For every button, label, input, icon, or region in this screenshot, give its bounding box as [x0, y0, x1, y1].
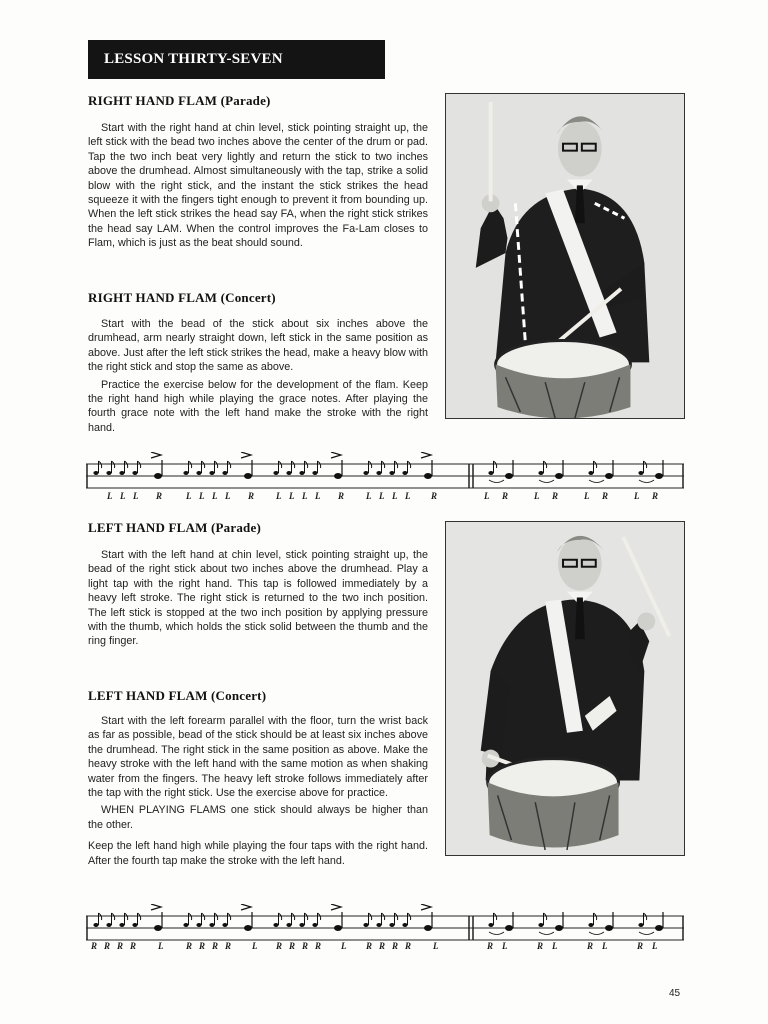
- sticking-letter: R: [637, 941, 644, 951]
- main-note: [244, 460, 252, 479]
- flam-pair: [638, 912, 663, 935]
- flam-pair: [588, 912, 613, 935]
- sticking-letter: L: [405, 491, 411, 501]
- grace-note: [299, 913, 307, 927]
- sticking-letter: L: [602, 941, 608, 951]
- sticking-letter: L: [366, 491, 372, 501]
- sticking-letter: L: [433, 941, 439, 951]
- grace-note: [402, 913, 410, 927]
- paragraph: Start with the left hand at chin level, stick pointing straight up, the bead of the right stick about two inches above the drumhead. Play a light tap with the right hand. This tap is followed immediately by a heavy left stroke. The right stick is returned to the two inch position. The left stick is stopped at the two inch position by applying pressure with the thumb, which holds the stick solid between the thumb and the ring finger.: [88, 549, 428, 648]
- sticking-letter: R: [91, 941, 98, 951]
- lesson-title: LESSON THIRTY-SEVEN: [104, 51, 283, 67]
- sticking-letter: R: [276, 941, 283, 951]
- accent-mark: [331, 452, 341, 458]
- sticking-letter: R: [130, 941, 137, 951]
- grace-note: [312, 913, 320, 927]
- grace-note: [273, 461, 281, 475]
- grace-note: [389, 913, 397, 927]
- grace-note: [93, 913, 101, 927]
- grace-note: [376, 461, 384, 475]
- sticking-letter: L: [379, 491, 385, 501]
- sticking-letter: L: [652, 941, 658, 951]
- sticking-letter: R: [225, 941, 232, 951]
- sticking-letter: R: [156, 491, 163, 501]
- accent-mark: [241, 452, 251, 458]
- grace-note: [183, 461, 191, 475]
- text-right-hand-flam-concert: [88, 317, 428, 435]
- sticking-letter: L: [502, 941, 508, 951]
- sticking-letter: R: [552, 491, 559, 501]
- sticking-letter: L: [315, 491, 321, 501]
- sticking-letter: R: [652, 491, 659, 501]
- grace-note: [402, 461, 410, 475]
- sticking-letter: R: [199, 941, 206, 951]
- sticking-letter: L: [634, 491, 640, 501]
- exercise-staff-2: [86, 904, 684, 944]
- paragraph: Practice the exercise below for the development of the flam. Keep the right hand high while playing the grace notes. After playing the fourth grace note with the left hand make the stroke with the right hand.: [88, 378, 428, 434]
- accent-mark: [421, 904, 431, 910]
- text-right-hand-flam-parade: [88, 121, 428, 251]
- grace-note: [119, 913, 127, 927]
- accent-mark: [421, 452, 431, 458]
- grace-note: [106, 461, 114, 475]
- paragraph: Start with the right hand at chin level, stick pointing straight up, the left stick with the bead two inches above the center of the drum or pad. Tap the two inch beat very lightly and return the stick to two inches above the drumhead. Almost simultaneously with the tap, strike a solid blow with the right stick, and the instant the stick strikes the head squeeze it with the fingers tight enough to prevent it from bounding up. When the left stick strikes the head say FA, when the right stick strikes the head say LAM. When the control improves the Fa-Lam closes to Flam, which is just as the beat should sound.: [88, 122, 428, 250]
- paragraph: Start with the left forearm parallel with the floor, turn the wrist back as far as possible, bead of the stick should be at least six inches above the drumhead. The right stick in the same position as above. Make the heavy stroke with the left hand with the same motion as when shaking water from the fingers. The heavy left stroke follows immediately after the tap with the right stick. Use the exercise above for practice.: [88, 715, 428, 800]
- sticking-letter: R: [487, 941, 494, 951]
- sticking-letter: R: [379, 941, 386, 951]
- heading-right-hand-flam-parade: RIGHT HAND FLAM (Parade): [88, 93, 271, 108]
- sticking-letter: R: [117, 941, 124, 951]
- sticking-letter: R: [587, 941, 594, 951]
- page-number: 45: [669, 988, 681, 999]
- accent-mark: [151, 452, 161, 458]
- grace-note: [286, 913, 294, 927]
- flam-pair: [538, 460, 563, 483]
- sticking-letter: R: [392, 941, 399, 951]
- sticking-letter: L: [552, 941, 558, 951]
- sticking-letter: R: [104, 941, 111, 951]
- sticking-letter: L: [392, 491, 398, 501]
- grace-note: [312, 461, 320, 475]
- sticking-letter: L: [158, 941, 164, 951]
- sticking-letter: L: [107, 491, 113, 501]
- sticking-letter: L: [252, 941, 258, 951]
- sticking-letter: R: [212, 941, 219, 951]
- paragraph: WHEN PLAYING FLAMS one stick should always be higher than the other.: [88, 804, 428, 831]
- flam-pair: [488, 912, 513, 935]
- heading-left-hand-flam-parade: LEFT HAND FLAM (Parade): [88, 520, 261, 535]
- grace-note: [132, 461, 140, 475]
- accent-mark: [151, 904, 161, 910]
- text-left-hand-flam-concert: [88, 714, 428, 868]
- sticking-letter: L: [186, 491, 192, 501]
- sticking-letter: L: [302, 491, 308, 501]
- exercise-staff-1: [86, 452, 684, 492]
- photo-right-hand-flam: [445, 93, 685, 419]
- paragraph: Keep the left hand high while playing the four taps with the right hand. After the fourth tap make the stroke with the left hand.: [88, 840, 428, 867]
- accent-mark: [331, 904, 341, 910]
- sticking-letter: L: [289, 491, 295, 501]
- sticking-letter: R: [366, 941, 373, 951]
- sticking-letter: R: [186, 941, 193, 951]
- sticking-letter: R: [405, 941, 412, 951]
- sticking-letter: L: [120, 491, 126, 501]
- sticking-letter: L: [584, 491, 590, 501]
- grace-note: [119, 461, 127, 475]
- flam-pair: [638, 460, 663, 483]
- accent-mark: [241, 904, 251, 910]
- grace-note: [363, 913, 371, 927]
- main-note: [424, 460, 432, 479]
- exercise-1-stickings: [86, 491, 684, 505]
- text-left-hand-flam-parade: [88, 548, 428, 649]
- grace-note: [286, 461, 294, 475]
- main-note: [334, 912, 342, 931]
- heading-left-hand-flam-concert: LEFT HAND FLAM (Concert): [88, 688, 267, 703]
- grace-note: [389, 461, 397, 475]
- grace-note: [209, 913, 217, 927]
- sticking-letter: R: [248, 491, 255, 501]
- sticking-letter: R: [537, 941, 544, 951]
- sticking-letter: L: [199, 491, 205, 501]
- grace-note: [93, 461, 101, 475]
- grace-note: [106, 913, 114, 927]
- sticking-letter: R: [338, 491, 345, 501]
- flam-pair: [488, 460, 513, 483]
- grace-note: [209, 461, 217, 475]
- main-note: [154, 912, 162, 931]
- sticking-letter: L: [133, 491, 139, 501]
- grace-note: [222, 461, 230, 475]
- photo-left-hand-flam: [445, 521, 685, 856]
- grace-note: [273, 913, 281, 927]
- main-note: [424, 912, 432, 931]
- grace-note: [196, 461, 204, 475]
- main-note: [154, 460, 162, 479]
- flam-pair: [538, 912, 563, 935]
- lesson-title-banner: [88, 40, 385, 79]
- sticking-letter: R: [289, 941, 296, 951]
- sticking-letter: R: [431, 491, 438, 501]
- sticking-letter: R: [502, 491, 509, 501]
- sticking-letter: R: [602, 491, 609, 501]
- sticking-letter: L: [341, 941, 347, 951]
- sticking-letter: L: [534, 491, 540, 501]
- grace-note: [376, 913, 384, 927]
- sticking-letter: L: [225, 491, 231, 501]
- sticking-letter: L: [212, 491, 218, 501]
- grace-note: [183, 913, 191, 927]
- grace-note: [299, 461, 307, 475]
- exercise-2-stickings: [86, 941, 684, 955]
- main-note: [334, 460, 342, 479]
- grace-note: [363, 461, 371, 475]
- main-note: [244, 912, 252, 931]
- sticking-letter: R: [302, 941, 309, 951]
- grace-note: [222, 913, 230, 927]
- flam-pair: [588, 460, 613, 483]
- grace-note: [196, 913, 204, 927]
- paragraph: Start with the bead of the stick about six inches above the drumhead, arm nearly straight down, left stick in the same position as above. Just after the left stick strikes the head, make a heavy blow with the right stick and stop the same as above.: [88, 318, 428, 374]
- sticking-letter: R: [315, 941, 322, 951]
- sticking-letter: L: [484, 491, 490, 501]
- heading-right-hand-flam-concert: RIGHT HAND FLAM (Concert): [88, 290, 276, 305]
- sticking-letter: L: [276, 491, 282, 501]
- grace-note: [132, 913, 140, 927]
